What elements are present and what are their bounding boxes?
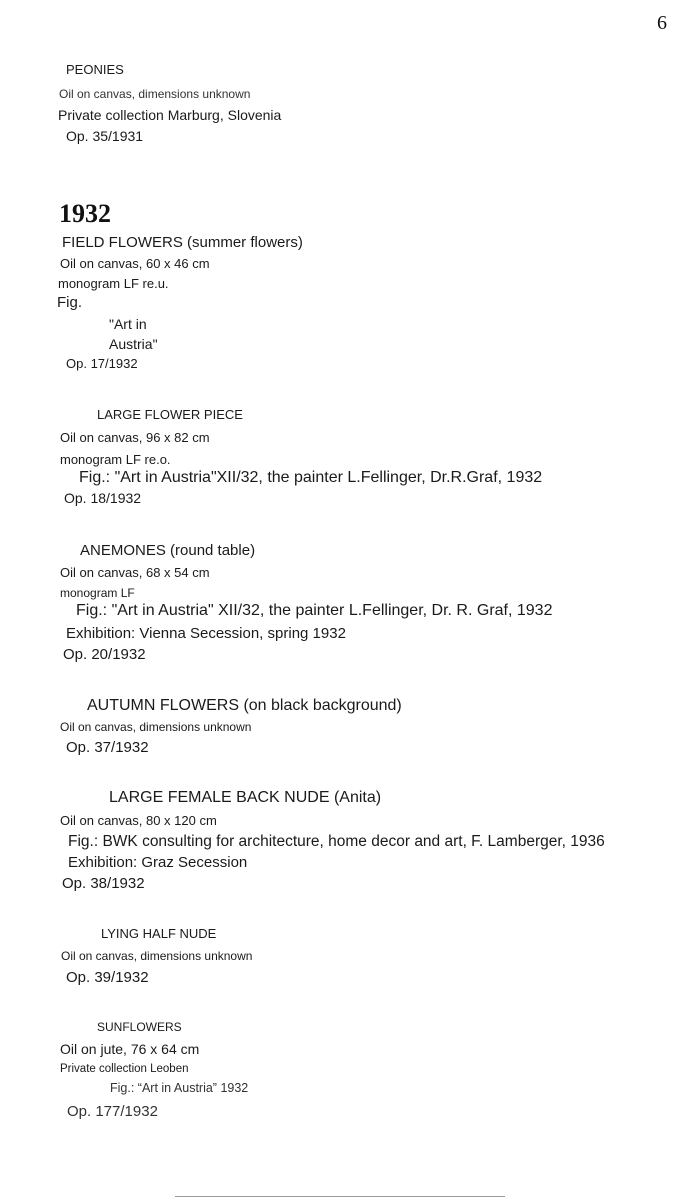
entry-collection: Private collection Leoben (60, 1063, 189, 1075)
page-number: 6 (657, 12, 667, 34)
entry-opus: Op. 20/1932 (63, 646, 146, 663)
entry-fig-line1: "Art in (109, 316, 147, 332)
entry-fig-label: Fig. (57, 294, 83, 311)
entry-collection: Private collection Marburg, Slovenia (58, 107, 282, 123)
entry-title: ANEMONES (round table) (80, 542, 256, 559)
entry-opus: Op. 39/1932 (66, 969, 149, 986)
entry-medium: Oil on canvas, dimensions unknown (60, 720, 252, 734)
entry-medium: Oil on canvas, 68 x 54 cm (60, 565, 210, 580)
entry-fig: Fig.: "Art in Austria"XII/32, the painter L.Fellinger, Dr.R.Graf, 1932 (79, 469, 543, 486)
entry-title: LYING HALF NUDE (101, 926, 217, 941)
entry-opus: Op. 37/1932 (66, 739, 149, 756)
entry-opus: Op. 35/1931 (66, 128, 144, 144)
entry-opus: Op. 18/1932 (64, 490, 142, 506)
entry-fig: Fig.: "Art in Austria" XII/32, the painter L.Fellinger, Dr. R. Graf, 1932 (76, 602, 553, 619)
entry-exhibition: Exhibition: Vienna Secession, spring 1932 (66, 625, 346, 642)
entry-title: AUTUMN FLOWERS (on black background) (87, 697, 402, 714)
entry-fig: Fig.: BWK consulting for architecture, home decor and art, F. Lamberger, 1936 (68, 833, 605, 850)
entry-medium: Oil on canvas, dimensions unknown (61, 949, 253, 963)
entry-fig: Fig.: “Art in Austria” 1932 (110, 1081, 249, 1095)
entry-signature: monogram LF re.o. (60, 452, 171, 467)
year-heading: 1932 (59, 199, 111, 228)
entry-opus: Op. 177/1932 (67, 1103, 158, 1120)
entry-signature: monogram LF (60, 586, 135, 600)
entry-title: SUNFLOWERS (97, 1020, 182, 1034)
entry-signature: monogram LF re.u. (58, 276, 169, 291)
entry-medium: Oil on canvas, 60 x 46 cm (60, 256, 210, 271)
entry-title: PEONIES (66, 62, 124, 77)
entry-fig-line2: Austria" (109, 336, 158, 352)
entry-title: LARGE FLOWER PIECE (97, 407, 243, 422)
entry-medium: Oil on canvas, dimensions unknown (59, 87, 251, 101)
entry-opus: Op. 17/1932 (66, 356, 138, 371)
entry-medium: Oil on jute, 76 x 64 cm (60, 1041, 200, 1057)
entry-exhibition: Exhibition: Graz Secession (68, 854, 248, 871)
entry-title: FIELD FLOWERS (summer flowers) (62, 234, 303, 251)
bottom-rule (175, 1196, 505, 1197)
entry-title: LARGE FEMALE BACK NUDE (Anita) (109, 789, 382, 806)
entry-opus: Op. 38/1932 (62, 875, 145, 892)
entry-medium: Oil on canvas, 96 x 82 cm (60, 430, 210, 445)
entry-medium: Oil on canvas, 80 x 120 cm (60, 813, 217, 828)
